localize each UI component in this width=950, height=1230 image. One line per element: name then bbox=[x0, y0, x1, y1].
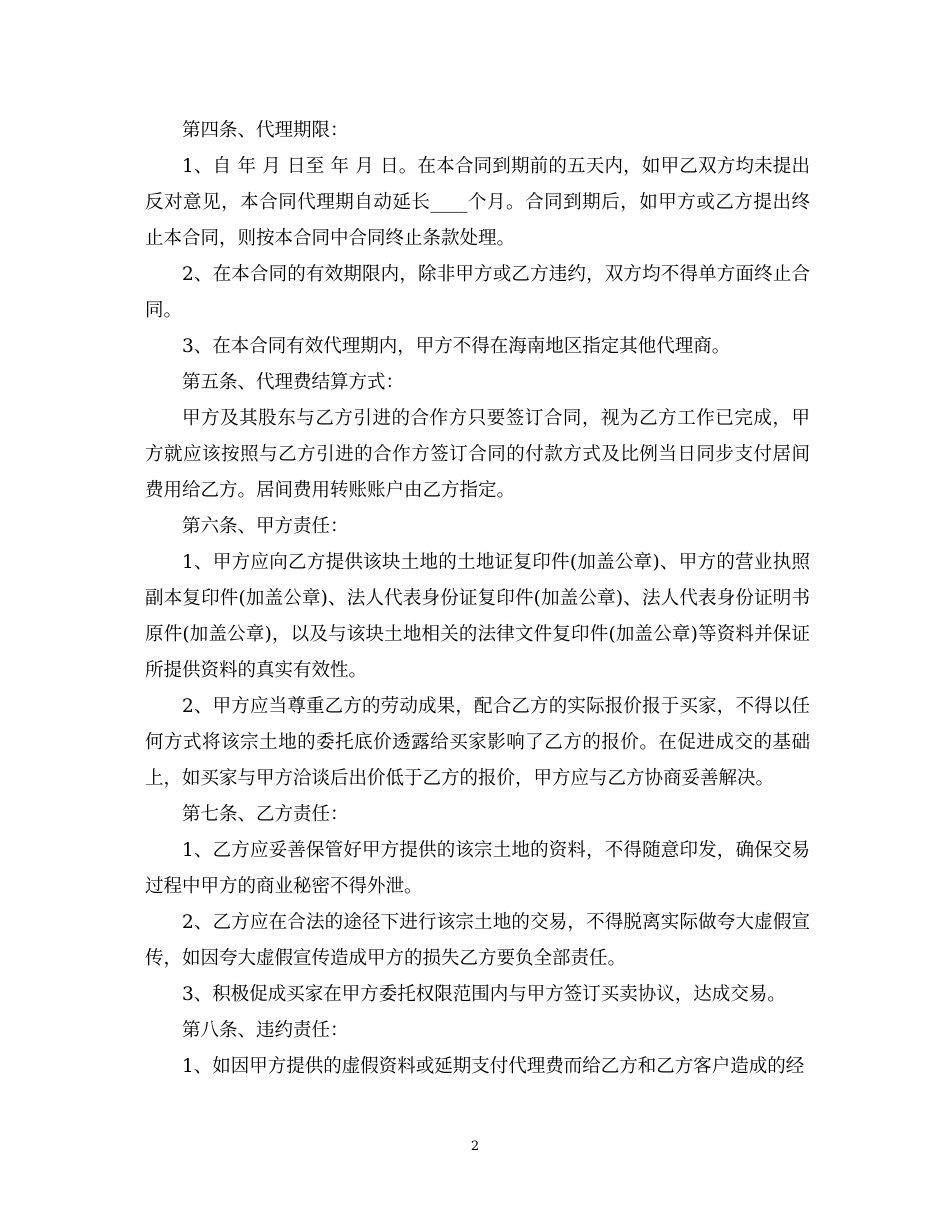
document-body bbox=[145, 113, 810, 1085]
article-8-clause-1: 1、如因甲方提供的虚假资料或延期支付代理费而给乙方和乙方客户造成的经 bbox=[182, 1056, 805, 1077]
article-7-clause-3: 3、积极促成买家在甲方委托权限范围内与甲方签订买卖协议，达成交易。 bbox=[182, 984, 786, 1005]
article-6-clause-2: 2、甲方应当尊重乙方的劳动成果，配合乙方的实际报价报于买家，不得以任何方式将该宗土地的委托底价透露给买家影响了乙方的报价。在促进成交的基础上，如买家与甲方洽谈后出价低于乙方的报价，甲方应与乙方协商妥善解决。 bbox=[145, 696, 810, 789]
article-6-clause-1: 1、甲方应向乙方提供该块土地的土地证复印件(加盖公章)、甲方的营业执照副本复印件(加盖公章)、法人代表身份证复印件(加盖公章)、法人代表身份证明书原件(加盖公章)，以及与该块土地相关的法律文件复印件(加盖公章)等资料并保证所提供资料的真实有效性。 bbox=[145, 552, 810, 681]
article-4-clause-3: 3、在本合同有效代理期内，甲方不得在海南地区指定其他代理商。 bbox=[182, 336, 731, 357]
article-5-body: 甲方及其股东与乙方引进的合作方只要签订合同，视为乙方工作已完成，甲方就应该按照与乙方引进的合作方签订合同的付款方式及比例当日同步支付居间费用给乙方。居间费用转账账户由乙方指定。 bbox=[145, 408, 810, 501]
heading-article-8: 第八条、违约责任： bbox=[182, 1020, 349, 1041]
article-4-clause-1: 1、自 年 月 日至 年 月 日。在本合同到期前的五天内，如甲乙双方均未提出反对意见，本合同代理期自动延长____个月。合同到期后，如甲方或乙方提出终止本合同，则按本合同中合同终止条款处理。 bbox=[145, 156, 810, 249]
article-4-clause-2: 2、在本合同的有效期限内，除非甲方或乙方违约，双方均不得单方面终止合同。 bbox=[145, 264, 810, 321]
heading-article-4: 第四条、代理期限： bbox=[182, 120, 349, 141]
heading-article-6: 第六条、甲方责任： bbox=[182, 516, 349, 537]
page-number: 2 bbox=[470, 1139, 480, 1154]
heading-article-5: 第五条、代理费结算方式： bbox=[182, 372, 405, 393]
article-7-clause-1: 1、乙方应妥善保管好甲方提供的该宗土地的资料，不得随意印发，确保交易过程中甲方的商业秘密不得外泄。 bbox=[145, 840, 810, 897]
heading-article-7: 第七条、乙方责任： bbox=[182, 804, 349, 825]
article-7-clause-2: 2、乙方应在合法的途径下进行该宗土地的交易，不得脱离实际做夸大虚假宣传，如因夸大虚假宣传造成甲方的损失乙方要负全部责任。 bbox=[145, 912, 810, 969]
